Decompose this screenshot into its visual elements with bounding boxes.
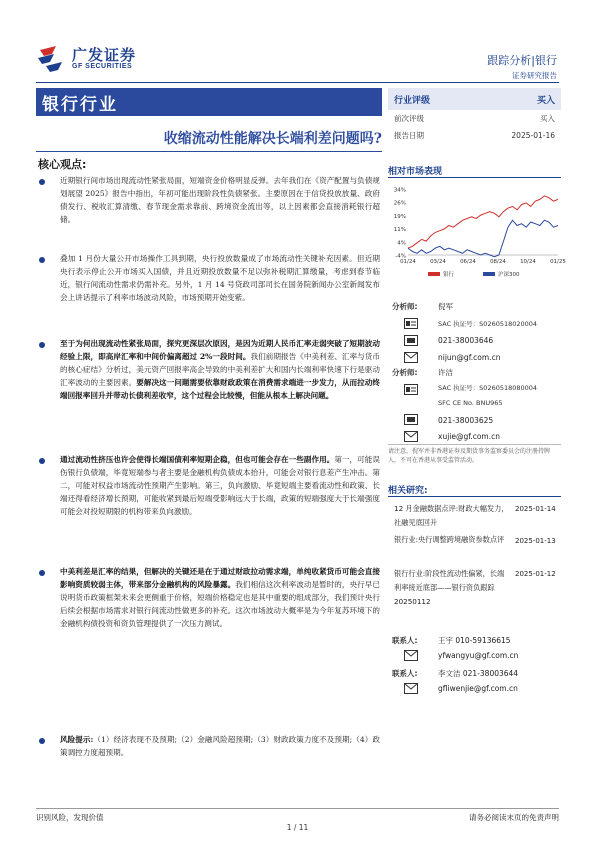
- p3-bold-a: 至于为何出现流动性紧张局面，探究更深层次原因，是因为近期人民币汇率走弱突破了短期波动经验上限，即高岸汇率和中间价偏离超过 2%一段时间。: [60, 339, 380, 361]
- id-card-icon: [404, 318, 418, 329]
- analyst-2-label: 分析师:: [392, 368, 418, 377]
- research-date-2: 2025-01-13: [515, 537, 556, 545]
- contact-1-name: 王宇 010-59136615: [438, 636, 511, 645]
- related-research-title: 相关研究:: [388, 486, 428, 496]
- legend-swatch: [483, 272, 495, 276]
- x-tick-label: 01/24: [400, 259, 416, 265]
- contact-1-label: 联系人:: [392, 636, 418, 645]
- analyst-1-email: nijun@gf.com.cn: [438, 353, 501, 362]
- prev-rating-row: [388, 110, 561, 127]
- x-tick-label: 01/25: [550, 259, 566, 265]
- y-tick-label: -4%: [395, 253, 406, 260]
- footer-disclaimer: 请务必阅读末页的免责声明: [469, 813, 559, 822]
- chart-title: 相对市场表现: [388, 167, 443, 177]
- analyst-divider: [388, 444, 561, 445]
- report-kind: 跟踪分析|银行: [487, 54, 557, 67]
- x-tick-label: 10/24: [520, 259, 536, 265]
- research-item-3[interactable]: 银行行业:阶段性流动性偏紧，长端利率接近底部——银行资负跟踪 20250112: [394, 569, 505, 606]
- p3-rest: 我们前期报告《中美利差、汇率与货币的核心症结》分析过，美元资产回报率高企导致的中美利差扩大和国内长端利率快速下行是驱动汇率波动的主要因素。: [60, 352, 381, 387]
- industry-name: 银行行业: [42, 95, 118, 115]
- analyst-2-email: xujie@gf.com.cn: [438, 432, 500, 441]
- report-title: 收缩流动性能解决长端利差问题吗?: [163, 131, 382, 147]
- legend-swatch: [428, 272, 440, 276]
- contact-1-email: yfwangyu@gf.com.cn: [438, 651, 519, 660]
- disclaimer-note: 请注意，倪军并非香港证券及期货事务监察委员会的注册持牌人，不可在香港从事受监管活动。: [388, 448, 551, 464]
- chart-title-divider: [388, 177, 561, 178]
- bullet-icon: [39, 738, 45, 744]
- research-item-1[interactable]: 12 月金融数据点评:财政大幅发力，社融见底回升: [394, 504, 509, 527]
- core-paragraph-6: [60, 733, 380, 759]
- analyst-1-cert: SAC 执证号：S0260518020004: [438, 320, 538, 328]
- footer-divider: [36, 808, 559, 809]
- report-type: 证券研究报告: [512, 71, 557, 80]
- core-paragraph-5: [60, 565, 380, 630]
- core-viewpoint-title: 核心观点:: [38, 158, 87, 171]
- y-tick-label: 34%: [393, 187, 406, 194]
- p6-rest: （1）经济表现不及预期;（2）金融风险超预期;（3）财政政策力度不及预期;（4）政策调控力度超预期。: [60, 735, 380, 757]
- page-number: 1 / 11: [286, 823, 309, 832]
- bullet-icon: [39, 570, 45, 576]
- p3-bold-b: 要解决这一问题需要依靠财政政策在消费需求端进一步发力，从而拉动终端回报率回升并带动长债利差收窄，这个过程会比较慢，但能从根本上解决问题。: [60, 378, 381, 400]
- industry-banner: [36, 88, 382, 116]
- bullet-icon: [39, 342, 45, 348]
- report-date-row: [388, 127, 561, 144]
- footer-slogan: 识别风险，发现价值: [36, 813, 104, 822]
- x-tick-label: 06/24: [460, 259, 476, 265]
- p4-bold: 通过流动性挤压也许会使得长端国债利率短期企稳，但也可能会存在一些副作用。: [60, 455, 335, 464]
- core-paragraph-3: [60, 337, 380, 402]
- report-date-label: 报告日期: [394, 131, 424, 140]
- rating-value: 买入: [536, 95, 555, 106]
- core-paragraph-4: [60, 453, 380, 518]
- email-icon: [404, 683, 418, 694]
- rating-box: [388, 88, 561, 144]
- core-paragraph-1: 近期银行间市场出现流动性紧张局面，短端资金价格明显反弹。去年我们在《资产配置与负债规划展望 2025》报告中指出，年初可能出现阶段性负债紧张。主要原因在于信贷投放放量、政府债发行、税收汇算清缴、春节现金需求靠前、跨境资金流出等，以上因素都会直接消耗银行超储。: [60, 176, 380, 224]
- research-item-2[interactable]: 银行业:央行调整跨境融资参数点评: [394, 535, 505, 544]
- related-research-divider: [388, 496, 561, 497]
- x-tick-label: 03/24: [430, 259, 446, 265]
- research-date-3: 2025-01-12: [515, 570, 556, 578]
- relative-performance-chart: [388, 183, 566, 283]
- analyst-1-label: 分析师:: [392, 302, 418, 311]
- gf-logo: [36, 42, 156, 76]
- legend-label: 银行: [443, 272, 455, 278]
- analyst-1-name: 倪军: [438, 302, 453, 311]
- bullet-icon: [39, 458, 45, 464]
- analyst-1-phone: 021-38003646: [438, 336, 494, 345]
- phone-icon: [404, 414, 418, 425]
- y-tick-label: 11%: [393, 227, 406, 234]
- phone-icon: [404, 335, 418, 346]
- header-divider: [36, 82, 559, 83]
- p5-rest: 我们相信这次利率波动是暂时的，央行早已说明货币政策框架未来会更侧重于价格，短端价格稳定也是其中重要的组成部分，我们预计央行后续会根据市场需求对银行间流动性做更多的补充。这次市场波动大概率是为今年复苏环境下的金融机构债投资和资负管理提供了一次压力测试。: [60, 580, 380, 628]
- p6-bold: 风险提示:: [60, 735, 94, 744]
- logo-cn-text: 广发证券: [72, 46, 137, 64]
- id-card-icon: [404, 384, 418, 395]
- series-line-bank: [408, 196, 558, 248]
- contact-2-email: gfliwenjie@gf.com.cn: [438, 684, 518, 693]
- x-tick-label: 08/24: [490, 259, 506, 265]
- rating-head: [388, 88, 561, 110]
- series-line-hs300: [408, 220, 558, 256]
- analyst-2-name: 许洁: [438, 368, 453, 377]
- prev-rating-label: 前次评级: [394, 114, 424, 123]
- email-icon: [404, 650, 418, 661]
- bullet-icon: [39, 257, 45, 263]
- gf-logo-mark-icon: [36, 44, 66, 74]
- email-icon: [404, 352, 418, 363]
- core-paragraph-2: 叠加 1 月份大量公开市场操作工具到期，央行投放数量成了市场流动性关键补充因素。但近期央行表示停止公开市场买入国债，并且近期投放数量不足以弥补税期汇算缴量，考虑到春节临近，银行间流动性需求仍需补充。另外，1 月 14 号贷政司部司长在国务院新闻办公室新闻发布会上讲话提示了利率市场波动风险，市场预期开始变紫。: [60, 254, 380, 302]
- analyst-2-cert: SAC 执证号：S0260518080004: [438, 384, 538, 392]
- title-divider: [36, 151, 382, 152]
- legend-label: 沪深300: [498, 272, 520, 278]
- rating-label: 行业评级: [394, 95, 431, 106]
- p4-rest: 第一，可能误伤银行负债端，毕竟短端参与者主要是金融机构负债成本抬升，可能会对银行息差产生冲击。第二，可能对权益市场流动性预期产生影响。第三，负向激励、毕竟短端主要看流动性和政策、长端还得看经济增长预期，可能收紧到最后短端受影响远大于长端，政策的短端强度大于长端强度可能会对投短期限的机构带来负向激励。: [60, 455, 381, 516]
- report-date-value: 2025-01-16: [511, 131, 555, 140]
- logo-en-text: GF SECURITIES: [72, 63, 133, 70]
- bullet-icon: [39, 179, 45, 185]
- analyst-2-cert2: SFC CE No. BNU965: [438, 399, 503, 407]
- y-tick-label: 26%: [393, 200, 406, 207]
- prev-rating-value: 买入: [540, 114, 555, 123]
- y-tick-label: 4%: [397, 240, 406, 247]
- email-icon: [404, 431, 418, 442]
- y-tick-label: 19%: [393, 213, 406, 220]
- p5-bold: 中美利差是汇率的结果，但解决的关键还是在于通过财政拉动需求端，单纯收紧货币可能会直接影响资质较弱主体，带来部分金融机构的风险暴露。: [60, 567, 380, 589]
- research-date-1: 2025-01-14: [515, 505, 556, 513]
- analyst-2-phone: 021-38003625: [438, 416, 494, 425]
- contact-2-label: 联系人:: [392, 669, 418, 678]
- contact-2-name: 李文洁 021-38003644: [438, 669, 519, 678]
